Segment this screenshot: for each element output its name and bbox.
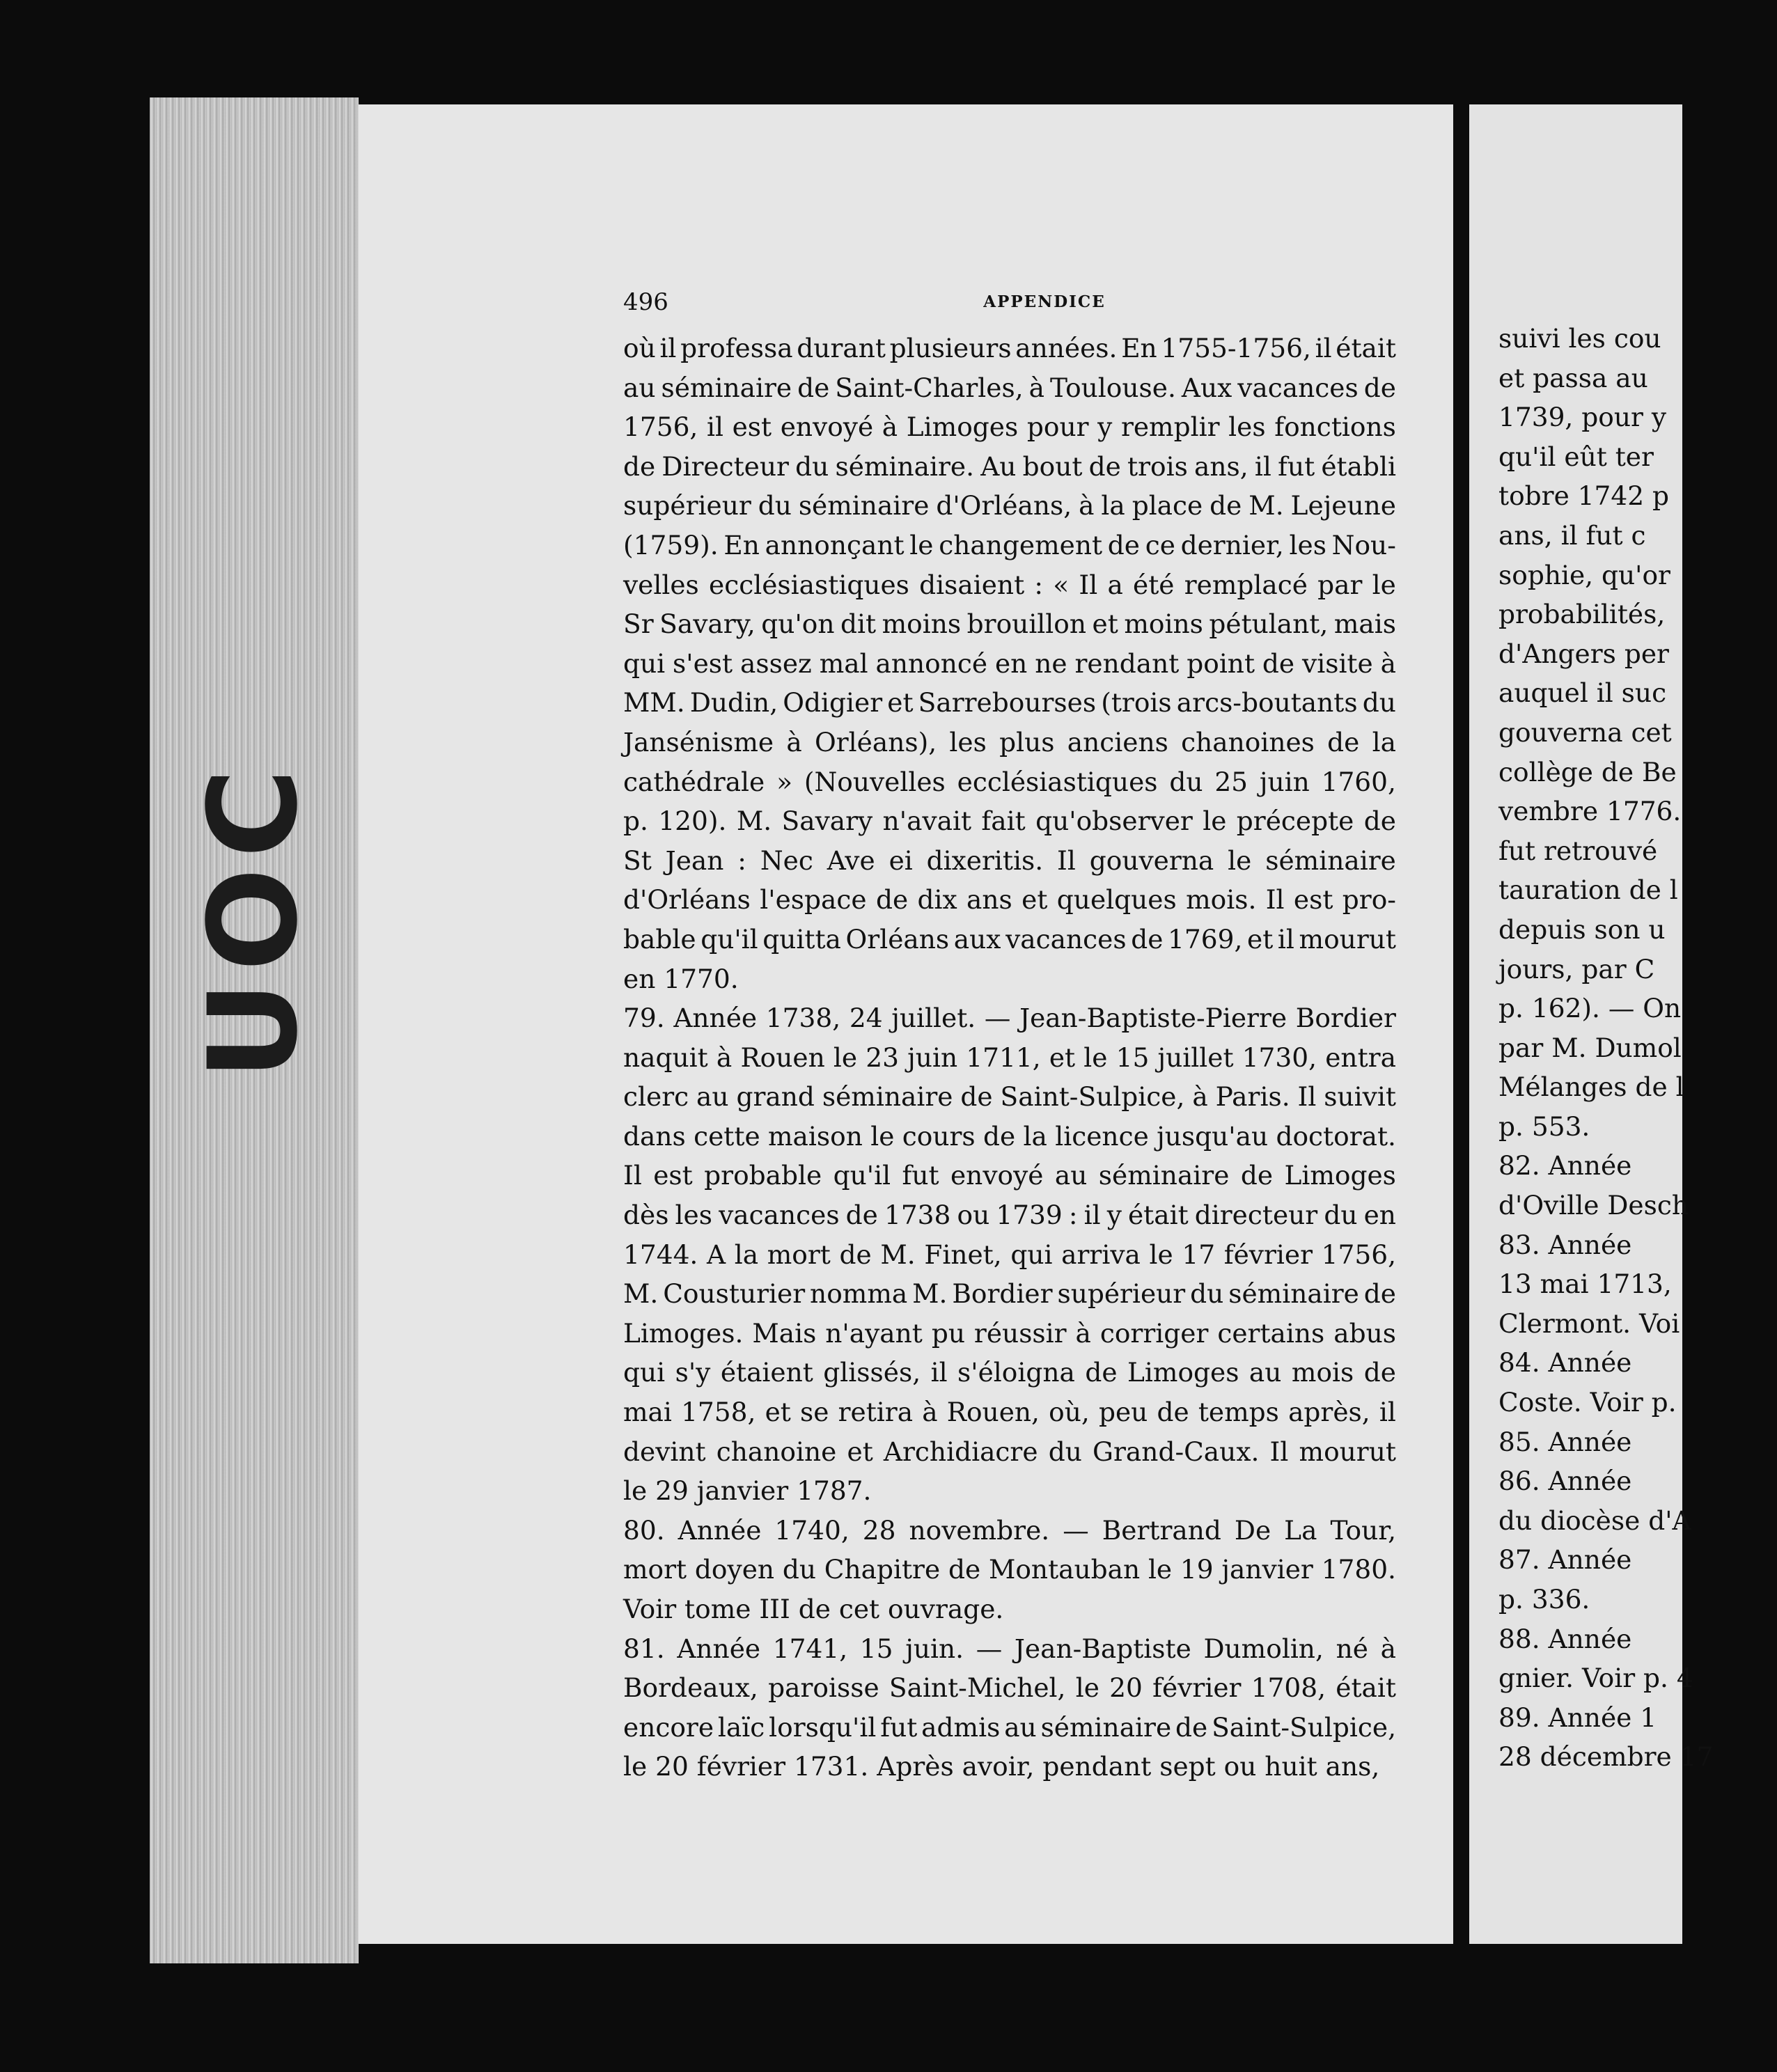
text-line: bable qu'il quitta Orléans aux vacances de 1769, et il mourut	[623, 923, 1396, 955]
text-line: Jansénisme à Orléans), les plus anciens chanoines de la	[623, 726, 1396, 758]
right-page-text	[1498, 319, 1777, 1777]
text-line: 87. Année	[1498, 1544, 1632, 1576]
text-line: d'Orléans l'espace de dix ans et quelques mois. Il est pro-	[623, 884, 1396, 916]
edge-stamp	[183, 758, 325, 1080]
text-line: 80. Année 1740, 28 novembre. — Bertrand De La Tour,	[623, 1514, 1396, 1546]
text-line: de Directeur du séminaire. Au bout de trois ans, il fut établi	[623, 450, 1396, 482]
text-line: 82. Année	[1498, 1150, 1632, 1182]
text-line: 79. Année 1738, 24 juillet. — Jean-Baptiste-Pierre Bordier	[623, 1003, 1396, 1034]
text-line: en 1770.	[623, 963, 739, 994]
text-line: p. 336.	[1498, 1584, 1590, 1615]
text-line: p. 162). — On	[1498, 993, 1682, 1024]
text-line: depuis son u	[1498, 913, 1666, 945]
text-line: St Jean : Nec Ave ei dixeritis. Il gouverna le séminaire	[623, 845, 1396, 876]
text-line: 85. Année	[1498, 1426, 1632, 1457]
text-line: d'Angers per	[1498, 638, 1669, 669]
text-line: 1739, pour y	[1498, 402, 1667, 433]
text-line: supérieur du séminaire d'Orléans, à la place de M. Lejeune	[623, 490, 1396, 521]
left-page	[359, 104, 1453, 1944]
text-line: 13 mai 1713,	[1498, 1269, 1672, 1300]
text-line: au séminaire de Saint-Charles, à Toulouse. Aux vacances de	[623, 372, 1396, 403]
text-line: cathédrale » (Nouvelles ecclésiastiques du 25 juin 1760,	[623, 766, 1396, 797]
page-header	[623, 288, 1466, 316]
text-line: jours, par C	[1498, 953, 1655, 984]
text-line: 1756, il est envoyé à Limoges pour y remplir les fonctions	[623, 411, 1396, 443]
text-line: mort doyen du Chapitre de Montauban le 19 janvier 1780.	[623, 1554, 1396, 1585]
text-line: 88. Année	[1498, 1623, 1632, 1654]
text-line: velles ecclésiastiques disaient : « Il a été remplacé par le	[623, 569, 1396, 600]
text-line: 86. Année	[1498, 1466, 1632, 1497]
running-head: APPENDICE	[983, 292, 1106, 311]
text-line: Mélanges de l	[1498, 1072, 1684, 1103]
text-line: (1759). En annonçant le changement de ce dernier, les Nou-	[623, 529, 1396, 560]
text-line: Clermont. Voi	[1498, 1308, 1680, 1339]
text-line: qui s'y étaient glissés, il s'éloigna de Limoges au mois de	[623, 1357, 1396, 1388]
text-line: qu'il eût ter	[1498, 441, 1654, 472]
text-line: d'Oville Desch	[1498, 1190, 1689, 1221]
text-line: Coste. Voir p.	[1498, 1387, 1677, 1418]
text-line: du diocèse d'A	[1498, 1505, 1691, 1536]
text-line: probabilités,	[1498, 599, 1666, 630]
text-line: MM. Dudin, Odigier et Sarrebourses (trois arcs-boutants du	[623, 687, 1396, 719]
text-line: clerc au grand séminaire de Saint-Sulpice, à Paris. Il suivit	[623, 1081, 1396, 1113]
text-line: p. 120). M. Savary n'avait fait qu'observer le précepte de	[623, 806, 1396, 837]
text-line: gnier. Voir p. 4	[1498, 1663, 1693, 1694]
text-line: Voir tome III de cet ouvrage.	[623, 1594, 1004, 1624]
text-line: dans cette maison le cours de la licence jusqu'au doctorat.	[623, 1120, 1396, 1152]
text-line: M. Cousturier nomma M. Bordier supérieur du séminaire de	[623, 1278, 1396, 1310]
text-line: suivi les cou	[1498, 323, 1661, 354]
text-line: tauration de l	[1498, 874, 1678, 906]
text-line: mai 1758, et se retira à Rouen, où, peu de temps après, il	[623, 1397, 1396, 1428]
text-line: où il professa durant plusieurs années. En 1755-1756, il était	[623, 333, 1396, 363]
text-line: encore laïc lorsqu'il fut admis au séminaire de Saint-Sulpice,	[623, 1711, 1396, 1743]
text-line: qui s'est assez mal annoncé en ne rendant point de visite à	[623, 648, 1396, 679]
edge-stamp-text: UOC	[183, 758, 325, 1080]
text-line: Limoges. Mais n'ayant pu réussir à corriger certains abus	[623, 1317, 1396, 1349]
text-line: 89. Année 1	[1498, 1702, 1657, 1733]
text-line: le 29 janvier 1787.	[623, 1475, 872, 1507]
text-line: 28 décembre 17	[1498, 1741, 1714, 1773]
text-line: par M. Dumol	[1498, 1032, 1682, 1063]
text-line: auquel il suc	[1498, 677, 1667, 709]
text-line: p. 553.	[1498, 1110, 1590, 1142]
text-line: sophie, qu'or	[1498, 559, 1670, 590]
text-line: tobre 1742 p	[1498, 480, 1670, 512]
text-line: et passa au	[1498, 362, 1648, 393]
text-line: le 20 février 1731. Après avoir, pendant sept ou huit ans,	[623, 1751, 1380, 1782]
text-line: 81. Année 1741, 15 juin. — Jean-Baptiste Dumolin, né à	[623, 1633, 1396, 1664]
text-line: 84. Année	[1498, 1347, 1632, 1379]
text-line: Il est probable qu'il fut envoyé au séminaire de Limoges	[623, 1160, 1396, 1191]
left-page-text	[623, 329, 1396, 1787]
right-page	[1469, 104, 1714, 1944]
text-line: devint chanoine et Archidiacre du Grand-Caux. Il mourut	[623, 1436, 1396, 1467]
page-number: 496	[623, 288, 668, 316]
text-line: 83. Année	[1498, 1229, 1632, 1260]
text-line: collège de Be	[1498, 756, 1677, 787]
text-line: gouverna cet	[1498, 716, 1672, 748]
text-line: dès les vacances de 1738 ou 1739 : il y était directeur du en	[623, 1200, 1396, 1231]
text-line: ans, il fut c	[1498, 519, 1646, 551]
text-line: 1744. A la mort de M. Finet, qui arriva le 17 février 1756,	[623, 1239, 1396, 1270]
text-line: Sr Savary, qu'on dit moins brouillon et moins pétulant, mais	[623, 609, 1396, 640]
text-line: fut retrouvé	[1498, 835, 1658, 866]
text-line: vembre 1776.	[1498, 796, 1682, 827]
text-line: naquit à Rouen le 23 juin 1711, et le 15 juillet 1730, entra	[623, 1042, 1396, 1073]
text-line: Bordeaux, paroisse Saint-Michel, le 20 février 1708, était	[623, 1672, 1396, 1704]
